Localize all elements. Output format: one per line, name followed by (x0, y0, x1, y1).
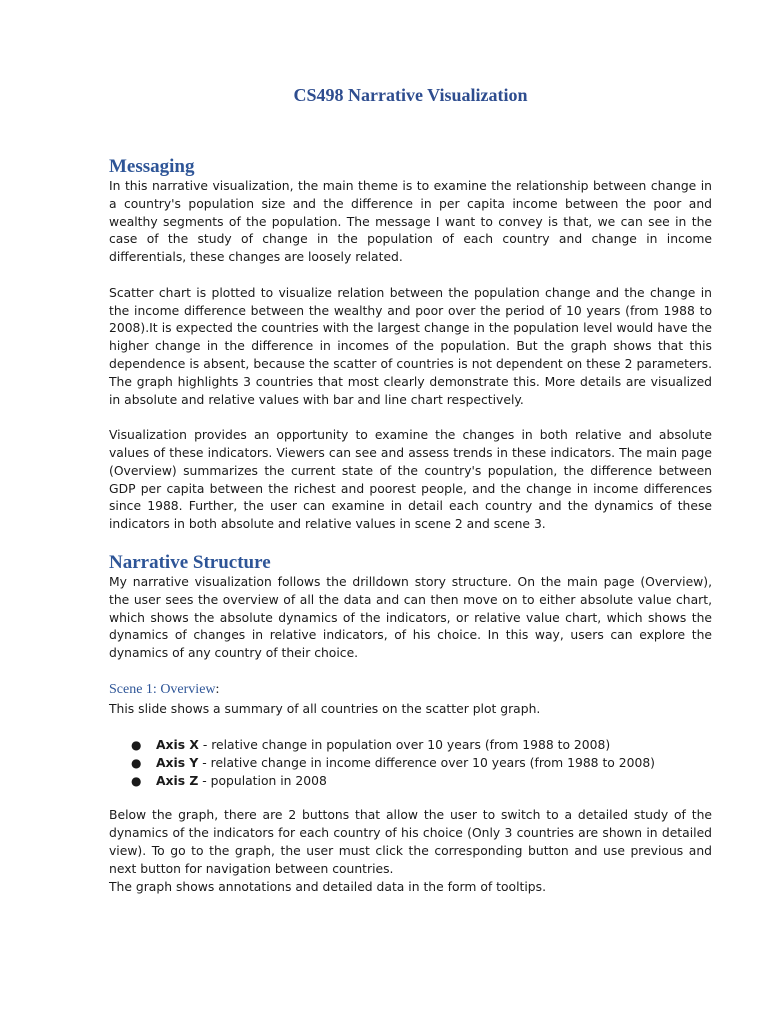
axis-list-item (109, 772, 712, 790)
scene1-heading-colon: : (215, 681, 220, 697)
bullet-icon: ● (131, 774, 142, 789)
messaging-heading: Messaging (109, 156, 195, 177)
axis-list-item (109, 754, 712, 772)
messaging-paragraph-2: Scatter chart is plotted to visualize relation between the population change and the change in the income difference between the wealthy and poor over the period of 10 years (from 1988 to 2008).It is expected the countries with the largest change in the population level would have the higher change in the difference in incomes of the population. But the graph shows that this dependence is absent, because the scatter of countries is not dependent on these 2 parameters. The graph highlights 3 countries that most clearly demonstrate this. More details are visualized in absolute and relative values with bar and line chart respectively. (109, 285, 712, 407)
narrative-structure-heading: Narrative Structure (109, 551, 271, 573)
axis-list-item (109, 736, 712, 754)
axis-term: Axis Z (156, 774, 199, 789)
axis-description: - relative change in income difference over 10 years (from 1988 to 2008) (198, 755, 656, 770)
axis-description: - population in 2008 (198, 774, 327, 789)
axis-description: - relative change in population over 10 years (from 1988 to 2008) (198, 737, 611, 752)
document-content (109, 84, 712, 896)
scene1-details-paragraph: Below the graph, there are 2 buttons that allow the user to switch to a detailed study of the dynamics of the indicators for each country of his choice (Only 3 countries are shown in detailed view). To go to the graph, the user must click the corresponding button and use previous and next button for navigation between countries. (109, 808, 712, 876)
scene1-tooltips-paragraph: The graph shows annotations and detailed data in the form of tooltips. (109, 879, 546, 894)
bullet-icon: ● (131, 737, 142, 752)
axis-term: Axis Y (156, 755, 199, 770)
document-title: CS498 Narrative Visualization (293, 85, 528, 105)
bullet-icon: ● (131, 755, 142, 770)
messaging-paragraph-3: Visualization provides an opportunity to examine the changes in both relative and absolute values of these indicators. Viewers can see and assess trends in these indicators. The main page (Overview) summarizes the current state of the country's population, the difference between GDP per capita between the richest and poorest people, and the change in income differences since 1988. Further, the user can examine in detail each country and the dynamics of these indicators in both absolute and relative values in scene 2 and scene 3. (109, 428, 712, 532)
scene1-intro: This slide shows a summary of all countries on the scatter plot graph. (109, 701, 541, 716)
messaging-paragraph-1: In this narrative visualization, the main theme is to examine the relationship between change in a country's population size and the difference in per capita income between the poor and wealthy segments of the population. The message I want to convey is that, we can see in the case of the study of change in the population of each country and change in income differentials, these changes are loosely related. (109, 179, 712, 265)
scene1-heading (109, 681, 712, 699)
axis-list (109, 736, 712, 791)
scene1-heading-text: Scene 1: Overview (109, 681, 216, 697)
narrative-structure-paragraph: My narrative visualization follows the drilldown story structure. On the main page (Overview), the user sees the overview of all the data and can then move on to either absolute value chart, which shows the absolute dynamics of the indicators, or relative value chart, which shows the dynamics of changes in relative indicators, of his choice. In this way, users can explore the dynamics of any country of their choice. (109, 574, 712, 661)
axis-term: Axis X (156, 737, 199, 752)
